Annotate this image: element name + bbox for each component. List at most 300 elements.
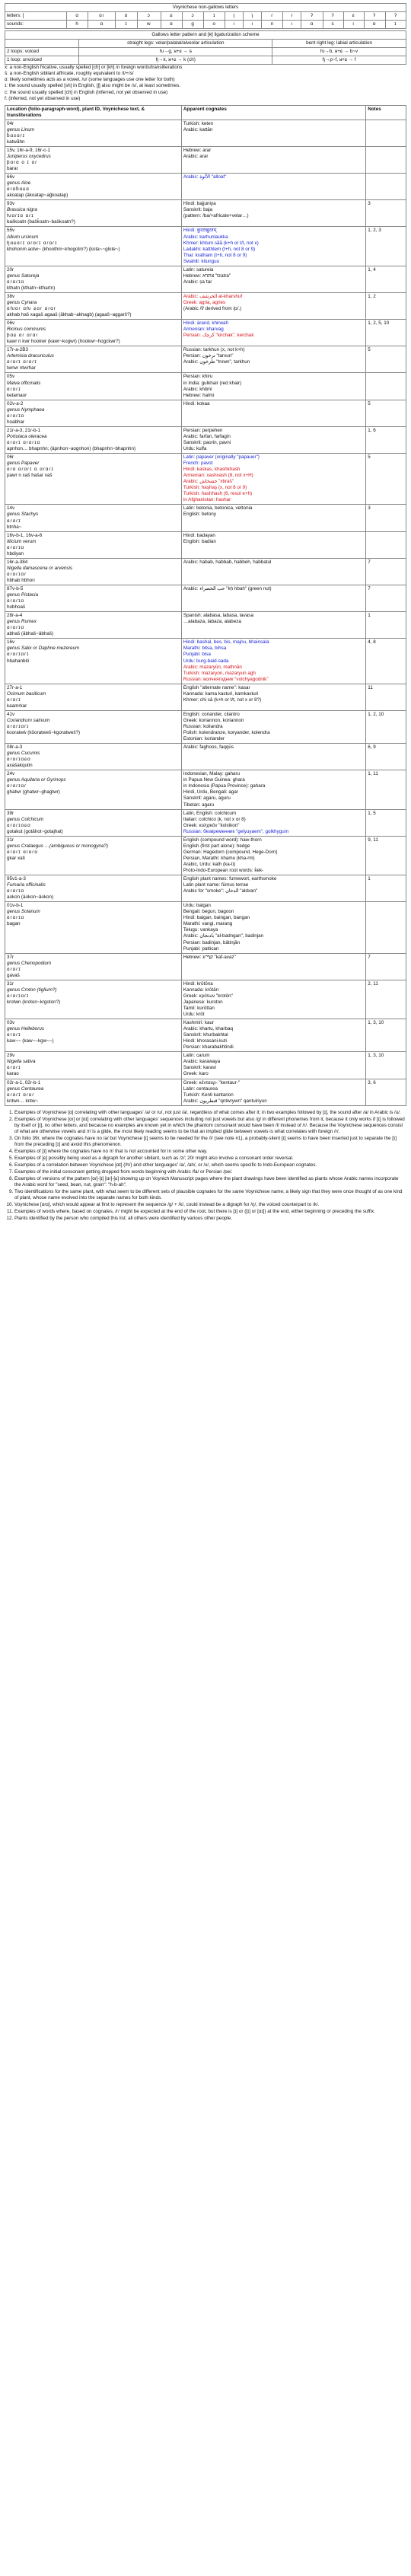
voynichese-text: ɑɾɑɾɪɑ <box>7 598 24 604</box>
footnote-item: 3. On folio 39r, where the cognates have no /a/ but Voynichese [ɪ] seems to be needed for the /l/ (see note #1), a probably-silent [ɪ] seems to have been inserted just to separate the [ɪ] from the preceding [ɪ] and avoid this phenomenon. <box>14 1136 406 1148</box>
cognates-cell <box>181 400 365 426</box>
folio-location: 17r-a-2B3 <box>7 347 29 353</box>
cognate-line: Arabic: farfan, farfagin <box>183 433 231 439</box>
letter-cell: o <box>204 21 225 29</box>
cognate-line: Swahili: kitunguu <box>183 258 220 264</box>
plant-id: genus Stachys <box>7 512 39 518</box>
cognate-line: Hebrew: halmi <box>183 392 215 398</box>
cognate-line: Turkish: keten <box>183 120 214 126</box>
table-row <box>5 373 406 400</box>
cognate-line: Polish: kolendranze, koryander, kolendra <box>183 730 270 736</box>
voynichese-text: ɑɾɑɾɪ ɑɾɑɾɑ <box>7 849 38 855</box>
cognate-line: in Afghanistan: hashar <box>183 497 231 503</box>
cognates-cell <box>181 980 365 1019</box>
folio-location: 16r-a-384 <box>7 559 28 565</box>
letters-table <box>5 3 406 29</box>
cognate-line: in Indonesia (Papua Province): gahara <box>183 783 266 789</box>
folio-location: 02v-a-2 <box>7 400 24 406</box>
plant-id: genus Cucumis <box>7 751 40 757</box>
notes-cell: 5 <box>366 454 406 505</box>
location-cell <box>5 953 182 980</box>
location-cell <box>5 710 182 743</box>
plant-id: Malva officinalis <box>7 380 41 386</box>
folio-location: 95v1-a-3 <box>7 876 26 882</box>
cognate-line: Sanskrit: agaru, aguru <box>183 795 231 802</box>
notes-cell: 11 <box>366 684 406 710</box>
transliteration: kntwn… kntw~ <box>7 1098 39 1104</box>
cognates-cell <box>181 426 365 453</box>
cognate-line: Latin: centaurea <box>183 1086 218 1092</box>
letter-cell: ɾ <box>262 12 283 21</box>
cognate-line: English "alternate name": kasar <box>183 684 250 690</box>
cognate-line: Indonesian, Malay: gaharu <box>183 771 241 777</box>
letter-cell: ɿ <box>225 12 244 21</box>
letter-cell: s <box>323 21 343 29</box>
location-cell <box>5 902 182 953</box>
table-row <box>5 292 406 319</box>
letters-table-title: Voynichese non-gallows letters <box>5 4 406 12</box>
cognate-line: Italian: colchico (k, not x or 8) <box>183 816 246 822</box>
cognate-line: Arabic: karhunlaukka <box>183 234 228 240</box>
voynichese-text: ɑɾɑɾɪɑ <box>7 279 24 285</box>
cognate-line: Arabic: الخرشف al-kharshuf <box>183 293 243 299</box>
letter-cell: w <box>137 21 161 29</box>
location-cell <box>5 875 182 902</box>
transliteration: twrwr ntwrhar <box>7 365 36 371</box>
transliteration: hbhab hbhon <box>7 577 35 583</box>
transliteration: karao <box>7 1071 19 1077</box>
folio-location: 55v <box>7 228 15 234</box>
sounds-row <box>5 21 406 29</box>
notes-cell: 7 <box>366 558 406 585</box>
cognates-cell <box>181 346 365 373</box>
letter-cell: ı <box>343 21 364 29</box>
cognates-cell <box>181 320 365 346</box>
voynichese-text: ɑɾɑɾɪɑɾ <box>7 571 27 577</box>
table-row <box>5 1052 406 1079</box>
transliteration: ketamaor <box>7 392 27 398</box>
gallows-corner <box>5 40 79 48</box>
plant-id: Coriandrum sativum <box>7 717 50 723</box>
cognate-line: Estonian: koriander <box>183 736 225 742</box>
cognate-line: Hindi: kaskas, khashkhash <box>183 467 241 473</box>
letters-row <box>5 12 406 21</box>
voynichese-text: ɑɾɑɾɪɑ <box>7 915 24 921</box>
letter-cell: h <box>67 21 88 29</box>
footnote-item: 9. Two identifications for the same plant, with what seem to be different sets of plausible cognates for the same Voynichese name; a likely sign that they were once thought of as one kind of plant, whose name evolved into the separate names for both kinds. <box>14 1189 406 1201</box>
voynichese-text: ɑɾɑɾɪɑɾɪ <box>7 993 30 999</box>
letter-cell: ɑ <box>301 21 323 29</box>
table-row <box>5 200 406 227</box>
notes-cell: 5 <box>366 346 406 373</box>
cognate-line: Kannada: krōtān <box>183 987 219 993</box>
cognates-cell <box>181 612 365 639</box>
cognate-line: Marathi: vangi, marang <box>183 921 233 927</box>
location-cell <box>5 200 182 227</box>
voynichese-text: ƥɑɾɑ ɑ ɪ ɑɾ <box>7 159 38 165</box>
letter-cell: ɕ <box>161 12 182 21</box>
plant-id: Fumaria officinalis <box>7 882 46 888</box>
folio-location: 20r <box>7 266 14 273</box>
letter-cell: ı <box>283 21 301 29</box>
cognate-line: Persian: kharabakhtindi <box>183 1044 234 1050</box>
notes-cell: 5 <box>366 400 406 426</box>
cognates-cell <box>181 809 365 836</box>
letter-key-list <box>5 65 406 101</box>
footnote-item: 2. Examples of Voynichese [ɑı] or [ɑɪ] correlating with other languages' sequences including not just vowels but also /g/ in different phonemes from it, because it only works if [ɪ] is followed by itself or [ɪ], no other letters, and because no examples are known yet in which the phantom consonant would have been /l/ instead of /r/. Because the Voynichese sequences consist of what are otherwise vowels and /r/ is a glide, the most likely reading seems to be that an implied glide between vowels is what correlates with foreign /r/. <box>14 1117 406 1135</box>
location-cell <box>5 454 182 505</box>
notes-cell: 1, 11 <box>366 770 406 809</box>
plant-id: Portulaca oleracea <box>7 433 47 439</box>
folio-location: 93v <box>7 201 15 207</box>
letter-cell: ɔ <box>183 12 204 21</box>
cognates-cell <box>181 1052 365 1079</box>
cognate-line: Arabic: faghoos, faqqūs <box>183 744 234 751</box>
plant-id: Nigella damascena or arvensis <box>7 565 73 571</box>
gallows-row-label: 1 loop: unvoiced <box>5 56 79 65</box>
notes-cell: 1, 2, 10 <box>366 710 406 743</box>
cognates-cell <box>181 454 365 505</box>
plant-id: genus Pistacia <box>7 592 38 598</box>
cognate-line: in Papua New Guinea: ghara <box>183 777 245 783</box>
gallows-cell: ɧ→k, ᴚ+ɕ → k (ch) <box>79 56 272 65</box>
transliteration: katwãhn <box>7 139 25 145</box>
transliteration: hbdiyan <box>7 550 24 556</box>
voynichese-text: ɑɾɑƀɑɕɑ <box>7 187 30 193</box>
plant-id: genus Linum <box>7 126 35 132</box>
cognate-line: German: Hagedorn (compound, Hege-Dorn) <box>183 849 278 855</box>
location-cell <box>5 505 182 531</box>
letter-cell: ʔ <box>323 12 343 21</box>
cognate-line: in India: gulkhair (red khair) <box>183 380 242 386</box>
table-row <box>5 400 406 426</box>
cognate-line: Sanskrit: paorin, pavni <box>183 439 231 445</box>
voynichese-text: ɑɾɑ ɑɾɑɾɪ ɑ ɑɾɑɾɪ <box>7 467 54 473</box>
cognate-line: Tamil: kurōttan <box>183 1005 215 1011</box>
cognates-cell <box>181 684 365 710</box>
letter-cell: ɪ <box>116 21 137 29</box>
cognate-line: Arabic: arar <box>183 153 209 159</box>
notes-cell: 2, 11 <box>366 980 406 1019</box>
cognates-cell <box>181 120 365 146</box>
notes-cell: 1 <box>366 612 406 639</box>
voynichese-text: ɑɾɑɾɪɑ <box>7 888 24 894</box>
gallows-col-a: straight legs: velar/palatal/alveolar articulation <box>79 40 272 48</box>
notes-cell: 1, 2, 3 <box>366 227 406 266</box>
notes-cell <box>366 902 406 953</box>
location-cell <box>5 120 182 146</box>
cognates-cell <box>181 1019 365 1052</box>
folio-location: 04r <box>7 120 14 126</box>
entries-body <box>5 120 406 1105</box>
cognate-line: Turkish: Kenti kantarion <box>183 1092 234 1098</box>
folio-location: 06v <box>7 320 15 327</box>
plant-id: Nigella sativa <box>7 1059 36 1065</box>
location-cell <box>5 320 182 346</box>
folio-location: 02r-a-1, 02r-b-1 <box>7 1079 41 1086</box>
location-cell <box>5 373 182 400</box>
cognate-line: Latin plant name: fūmus terrae <box>183 882 249 888</box>
notes-cell: 9, 11 <box>366 836 406 875</box>
cognate-line: Russian: tarkhun (x, not k+h) <box>183 347 245 353</box>
notes-cell: 3, 6 <box>366 1079 406 1105</box>
location-cell <box>5 531 182 558</box>
cognate-line: Telugu: vankaya <box>183 927 218 933</box>
cognate-line: Hindi, Urdu, Bengali: agar <box>183 789 238 795</box>
cognate-line: Greek: κένταυρ- "kentaur-" <box>183 1079 241 1086</box>
gallows-table-title: Gallows letter pattern and [ʀ] ligaturization scheme <box>5 31 406 40</box>
letter-cell: ɒ <box>364 21 385 29</box>
gallows-table <box>5 30 406 65</box>
table-row <box>5 770 406 809</box>
column-header-notes: Notes <box>366 105 406 120</box>
folio-location: 31r <box>7 980 14 987</box>
cognate-line: Bengali: begun, bagoon <box>183 909 234 915</box>
location-cell <box>5 346 182 373</box>
footnote-item: 8. Examples of versions of the pattern [ɑɾ]-[ɪ] [ɑɾ]-[ɕ] showing up on Voynich Manuscript pages where the plant drawings have been identified as plants whose Arabic names incorporate the Arabic word for "seed, bean, nut, grain": "h-b-ah". <box>14 1176 406 1188</box>
location-cell <box>5 266 182 292</box>
folio-location: 66v <box>7 174 15 180</box>
transliteration: apnhon… bhapnhn; (ǎpnhon~aognhon) (bhapnhn~bhapnhn) <box>7 446 136 451</box>
table-row <box>5 639 406 684</box>
footnote-item: 10. Voynichese [ɑɾɑ], which would appear at first to represent the sequence /g/ + /k/, could instead be a digraph for /ŋ/, the voiced counterpart to /k/. <box>14 1202 406 1208</box>
plant-id: genus Cynara <box>7 299 37 305</box>
location-cell <box>5 809 182 836</box>
cognate-line: Urdu: baigan <box>183 903 211 909</box>
transliteration: ghatwr (ghatwr~ghagtwr) <box>7 789 60 795</box>
voynichese-text: ɑɾɑɾɪ ɑɾɑɾ <box>7 1092 35 1098</box>
transliteration: barar <box>7 166 18 172</box>
voynichese-text: ɑɾɑɾɪ <box>7 697 21 703</box>
footnote-item: 11. Examples of words where, based on cognates, /r/ might be expected at the end of the root, but there is [ɪ] or ([ɪ] or [ɑɪ]) at the end, either beginning or preceding the suffix. <box>14 1209 406 1215</box>
cognate-line: Arabic: habab, habbab, habbeh, habbatul <box>183 559 272 565</box>
cognates-cell <box>181 227 365 266</box>
voynichese-text: ɑɾɑɾɪɑɕɑ <box>7 822 31 828</box>
folio-location: 39r <box>7 810 14 816</box>
cognates-cell <box>181 585 365 611</box>
cognate-line: Arabic: طرخون "trxwn", tarkhun <box>183 359 250 365</box>
letter-cell: ɑı <box>88 12 116 21</box>
table-row <box>5 875 406 902</box>
cognate-line: Armenian: xashxash (8, not x+H) <box>183 473 253 479</box>
cognate-line: Latin: satureia <box>183 266 214 273</box>
cognate-line: …alabaza, labaza, alabeza <box>183 619 241 625</box>
cognate-line: Urdu: krōt <box>183 1012 205 1018</box>
letter-cell: ɡ <box>183 21 204 29</box>
notes-cell: 7 <box>366 953 406 980</box>
cognate-line: Arabic: حب الخضراء "kḥ hbah" (green nut) <box>183 585 272 591</box>
cognate-line: Latin, English: colchicum <box>183 810 237 816</box>
cognate-line: English: betony <box>183 512 216 518</box>
cognate-line: Arabic: خشخاش "xbraš" <box>183 479 234 485</box>
notes-cell: 1 <box>366 875 406 902</box>
transliteration: axašakqutin <box>7 763 33 769</box>
cognate-line: Turkish: haşhaş (x, not 8 or 9) <box>183 485 247 491</box>
cognate-line: Hindi: कुरटखुरतम् <box>183 228 217 234</box>
plant-id: genus Solanum <box>7 909 40 915</box>
voynichese-text: ɑɾɑɾɪ <box>7 1032 21 1038</box>
location-cell <box>5 400 182 426</box>
cognate-line: Latin: carum <box>183 1053 210 1059</box>
table-row <box>5 836 406 875</box>
cognate-line: Urdu: kulfa <box>183 446 207 451</box>
cognates-cell <box>181 200 365 227</box>
notes-cell: 3 <box>366 505 406 531</box>
folio-location: 05v <box>7 374 15 380</box>
transliteration: khohonm aotw~ (khoothm~khogotm?) (kota~~glote~) <box>7 246 120 252</box>
cognate-line: Arabic: karawaya <box>183 1059 221 1065</box>
location-cell <box>5 744 182 770</box>
column-header-cognates: Apparent cognates <box>181 105 365 120</box>
voynichese-text: ɑɾɑɾɪɑ <box>7 413 24 419</box>
cognates-cell <box>181 639 365 684</box>
table-row <box>5 227 406 266</box>
cognate-line: Hebrew: צתרא "tzatra" <box>183 273 231 279</box>
footnote-item: 4. Examples of [ɪ] where the cognates have no /r/ that is not accounted for in some other way. <box>14 1149 406 1155</box>
table-row <box>5 612 406 639</box>
footnote-item: 5. Examples of [ɕ] possibly being used as a digraph for another sibilant, such as /z/; 20r might also involve a consonant order reversal. <box>14 1156 406 1162</box>
voynichese-text: ɑɾɑɾɪ <box>7 1065 21 1071</box>
folio-location: 24v <box>7 771 15 777</box>
letter-cell: ʔ <box>364 12 385 21</box>
letter-cell: ɑ <box>67 12 88 21</box>
table-row <box>5 454 406 505</box>
cognate-line: Proto-Indo-European root words: ḱek- <box>183 868 264 873</box>
plant-id: Allium ursinum <box>7 234 39 240</box>
plant-id: genus Satureja <box>7 273 40 279</box>
cognates-cell <box>181 770 365 809</box>
cognate-line: Khmer: khtum sãã (k+h or t/t, not x) <box>183 240 259 246</box>
cognate-line: Persian: badinjan, bātinjān <box>183 939 241 945</box>
folio-location: 41v <box>7 711 15 717</box>
transliteration: koorateẃ (kōoratweš~kgoratweš?) <box>7 730 81 736</box>
letter-cell: ʔ <box>301 12 323 21</box>
cognate-line: Hindi: krōtōna <box>183 980 213 987</box>
voynichese-text: ɑɾɑɾɪɑɾ <box>7 783 27 789</box>
location-cell <box>5 612 182 639</box>
voynichese-text: ɑɾɑɾɪɑɾɪ <box>7 652 30 658</box>
transliteration: pawr n xaš hašar vaš <box>7 473 53 479</box>
cognate-line: Persian: perpehen <box>183 427 223 433</box>
table-row <box>5 531 406 558</box>
cognate-line: Arabic: mazaryūn, mathnān <box>183 664 242 670</box>
plant-id: genus Aquilaria or Gyrinops <box>7 777 66 783</box>
cognate-line: Hindi: baigan, baingan, bangan <box>183 915 250 921</box>
location-cell <box>5 1052 182 1079</box>
table-row <box>5 902 406 953</box>
cognate-line: Greek: κρότων "krotōn" <box>183 993 233 999</box>
letter-cell: ɔ <box>137 12 161 21</box>
letter-cell: ɑ <box>88 21 116 29</box>
page <box>5 0 406 1222</box>
plant-id: Juniperus oxycedrus <box>7 153 51 159</box>
voynichese-text: ɑɾɑɾɪɑ <box>7 625 24 631</box>
cognate-line: Hebrew: arar <box>183 147 212 153</box>
cognate-line: Khmer: chi sā (k+h or t/t, not x or 8?) <box>183 697 262 703</box>
notes-cell: 4, 8 <box>366 639 406 684</box>
folio-location: 16v-b-1, 16v-a-6 <box>7 532 43 538</box>
table-row <box>5 684 406 710</box>
folio-location: 31r <box>7 837 14 843</box>
cognate-line: Arabic, Urdu: kath (ka-ti) <box>183 861 236 867</box>
folio-location: 28r-a-4 <box>7 613 23 619</box>
transliteration: baškoatn (bašǩoatn~baškoatn?) <box>7 219 75 225</box>
location-cell <box>5 836 182 875</box>
folio-location: 16v <box>7 639 15 646</box>
voynichese-text: ɑɾɑɾɪɑɕɑ <box>7 757 31 763</box>
cognates-cell <box>181 373 365 400</box>
cognate-line: Persian, Marathi: khamu (kha-rm) <box>183 855 255 861</box>
table-row <box>5 426 406 453</box>
cognates-cell <box>181 836 365 875</box>
letter-cell: ʔ <box>385 12 406 21</box>
notes-cell <box>366 373 406 400</box>
table-row <box>5 1019 406 1052</box>
notes-cell: 7 <box>366 585 406 611</box>
location-cell <box>5 585 182 611</box>
cognate-line: Hindi: bashal, bes, bis, majnu, bhainsala <box>183 639 269 646</box>
cognate-line: (Arabic /f/ derived from /p/.) <box>183 306 242 312</box>
cognate-line: Hebrew: קף־ע "kaf-avaz" <box>183 954 236 960</box>
plant-id: genus Helleborus <box>7 1026 45 1032</box>
voynichese-text: ɑɾɑɾɪ ɑɾɑɾɪɑ <box>7 439 41 445</box>
table-row <box>5 809 406 836</box>
cognate-line: Sanskrit: karavi <box>183 1065 216 1071</box>
cognate-line: Russian: волчеягодник "volchyagodnik" <box>183 676 269 682</box>
cognate-line: Turkish: hashhash (6, resol e+h) <box>183 491 253 497</box>
cognate-line: Kashmiri: kaur <box>183 1020 215 1026</box>
cognate-line: Greek: koriannon, koriannon <box>183 717 244 723</box>
sounds-row-head: sounds: <box>5 21 67 29</box>
table-row <box>5 1079 406 1105</box>
cognate-line: Arabic for "smoke": الدخان "aldxan" <box>183 888 258 894</box>
gallows-row-label: 2 loops: voiced <box>5 48 79 56</box>
cognate-line: Russian: безвременник "gelyuyaem", golkhygum <box>183 828 288 834</box>
cognate-line: Hindi: bajjuniya <box>183 201 216 207</box>
folio-location: 15v, 16r-a-9, 16r-c-1 <box>7 147 50 153</box>
cognates-cell <box>181 1079 365 1105</box>
notes-cell: 1, 6 <box>366 426 406 453</box>
letter-key-item: ɑ: likely sometimes acts as a vowel, /u/ (some languages use one letter for both) <box>5 77 175 83</box>
transliteration: akhab haš xagaš agaaš (ākhab~akhagb) (agaaš~aggarš?) <box>7 312 132 318</box>
cognate-line: English: coriander, cilantro <box>183 711 240 717</box>
cognates-cell <box>181 710 365 743</box>
cognate-line: Latin: papaver (originally "papauer") <box>183 454 260 461</box>
plant-id: genus Salix or Daphne mezereum <box>7 646 80 652</box>
cognate-line: Arabic: khartu, kharbaq <box>183 1026 233 1032</box>
cognate-line: Arabic: khitmi <box>183 386 212 392</box>
voynichese-text: ƕɑɾɪɑ ɑɾɪ <box>7 213 34 219</box>
plant-id: Artemisia dracunculus <box>7 353 54 359</box>
cognates-cell <box>181 902 365 953</box>
letter-key-item: c: the sound usually spelled [ch] in English (inferred, not yet observed in use) <box>5 89 168 95</box>
voynichese-text: ɧɑɕɑɾɪ ɑɾɑɾɪ ɑɾɑɾɪ <box>7 240 58 246</box>
location-cell <box>5 146 182 173</box>
folio-location: 27r-a-1 <box>7 684 23 690</box>
voynichese-text: ɑƕɑɾ ɑƕ ɕɑɾ ɑɾɑɾ <box>7 306 56 312</box>
cognate-line: Ladakhi: katthlem (t+h, not 8 or 9) <box>183 246 256 252</box>
notes-cell: 3 <box>366 200 406 227</box>
cognate-line: Tibetan: agaru <box>183 802 215 808</box>
cognates-cell <box>181 875 365 902</box>
cognates-cell <box>181 174 365 200</box>
table-row <box>5 744 406 770</box>
table-row <box>5 505 406 531</box>
cognate-line: Persian: کرچک "kirchak", kerchak <box>183 333 254 339</box>
folio-location: 37r <box>7 954 14 960</box>
location-cell <box>5 174 182 200</box>
transliteration: kaw~~ (kaw~~kgw~~) <box>7 1038 54 1044</box>
